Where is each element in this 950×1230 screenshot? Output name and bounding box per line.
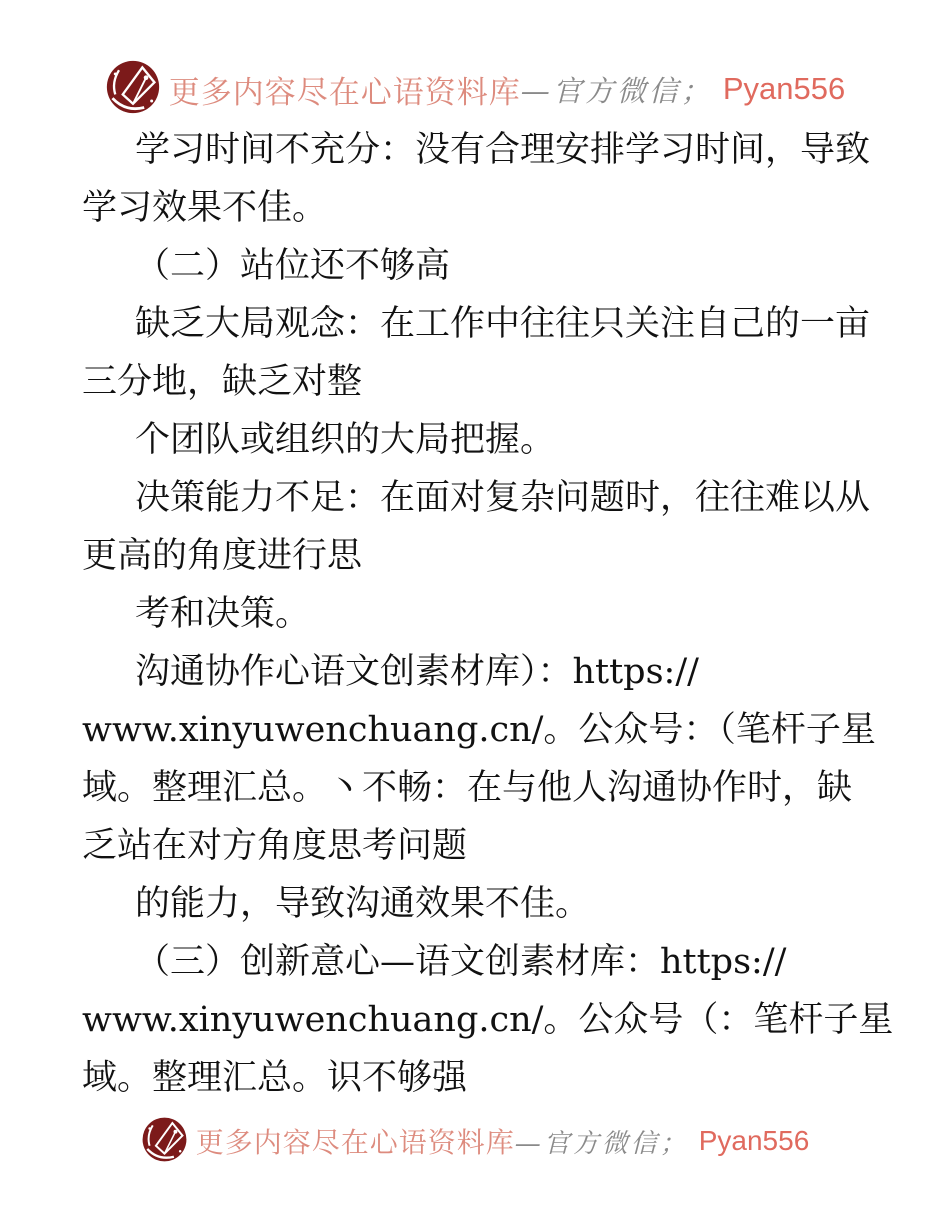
text-line: 的能力，导致沟通效果不佳。 bbox=[135, 884, 591, 924]
text-line: 个团队或组织的大局把握。 bbox=[135, 420, 556, 460]
pen-logo-icon bbox=[105, 59, 161, 119]
text-line: 三分地，缺乏对整 bbox=[82, 362, 363, 402]
header-watermark bbox=[0, 58, 950, 120]
text-line: （三）创新意心—语文创素材库：https:// bbox=[135, 942, 787, 982]
text-line: 域。整理汇总。识不够强 bbox=[82, 1058, 468, 1098]
text-line: 缺乏大局观念：在工作中往往只关注自己的一亩 bbox=[135, 304, 871, 344]
text-line: 沟通协作心语文创素材库）：https:// bbox=[135, 652, 699, 692]
text-line: 乏站在对方角度思考问题 bbox=[82, 826, 468, 866]
footer-wechat-id: Pyan556 bbox=[698, 1125, 810, 1156]
footer-watermark bbox=[0, 1112, 950, 1170]
header-wechat-label: —官方微信； bbox=[520, 73, 713, 108]
text-line: 域。整理汇总。丶不畅：在与他人沟通协作时，缺 bbox=[82, 768, 853, 808]
text-line: （二）站位还不够高 bbox=[135, 246, 451, 286]
text-line: 考和决策。 bbox=[135, 594, 311, 634]
text-line: 更高的角度进行思 bbox=[82, 536, 363, 576]
text-line: 学习时间不充分：没有合理安排学习时间，导致 bbox=[135, 130, 871, 170]
pen-logo-icon bbox=[141, 1116, 188, 1167]
text-line: 学习效果不佳。 bbox=[82, 188, 328, 228]
footer-brand-text: 更多内容尽在心语资料库 bbox=[195, 1126, 515, 1159]
text-line: www.xinyuwenchuang.cn/。公众号：（笔杆子星 bbox=[82, 710, 876, 750]
header-brand-text: 更多内容尽在心语资料库 bbox=[168, 74, 521, 111]
header-wechat-id: Pyan556 bbox=[722, 71, 846, 106]
document-body bbox=[82, 121, 894, 1107]
text-line: 决策能力不足：在面对复杂问题时，往往难以从 bbox=[135, 478, 871, 518]
text-line: www.xinyuwenchuang.cn/。公众号（：笔杆子星 bbox=[82, 1000, 894, 1040]
footer-wechat-label: —官方微信； bbox=[514, 1128, 689, 1159]
